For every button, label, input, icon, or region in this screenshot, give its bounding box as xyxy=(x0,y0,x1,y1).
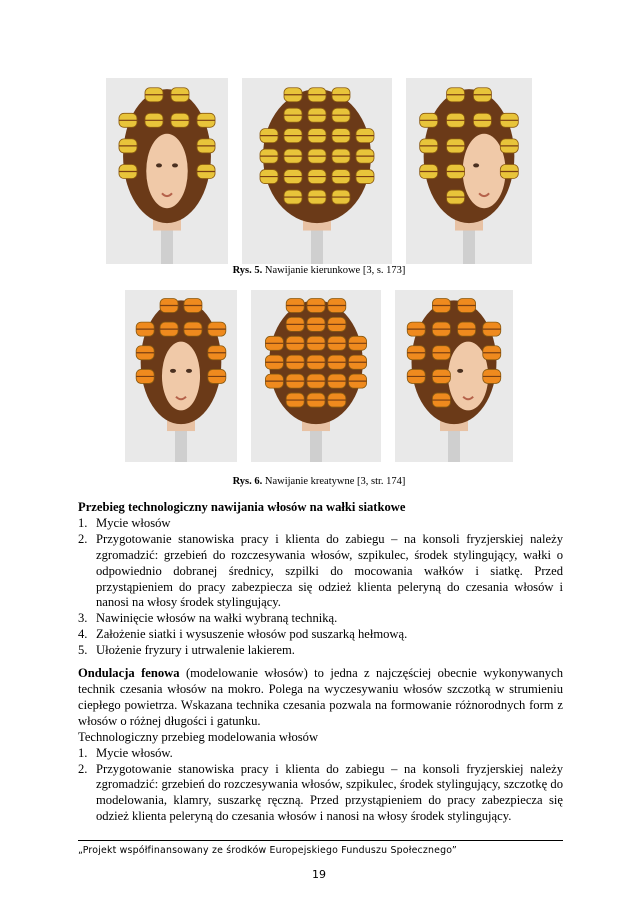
list-item xyxy=(78,532,563,612)
list-item xyxy=(78,516,563,532)
mannequin-head-image xyxy=(106,78,228,264)
mannequin-head-image xyxy=(242,78,392,264)
term: Ondulacja fenowa xyxy=(78,666,180,681)
paragraph-text: (modelowanie włosów) to jedna z najczęściej obecnie wykonywanych technik czesania włosów na mokro. Polega na wyczesywaniu włosów szczotką w strumieniu ciepłego powietrza. Wskazana technika czesania pozwala na formowanie różnorodnych form z włosów o różnej długości i gatunku. xyxy=(78,666,563,728)
list-text: Mycie włosów. xyxy=(96,745,173,760)
mannequin-head-image xyxy=(251,290,381,462)
list-item xyxy=(78,627,563,643)
list-text: Ułożenie fryzury i utrwalenie lakierem. xyxy=(96,643,295,658)
list-item xyxy=(78,746,563,762)
list-number: 2. xyxy=(78,531,88,546)
list-number: 4. xyxy=(78,627,88,642)
caption-label: Rys. 6. xyxy=(232,476,263,487)
figure-caption-1 xyxy=(0,265,638,276)
list-number: 5. xyxy=(78,643,88,658)
caption-text: Nawijanie kreatywne [3, str. 174] xyxy=(264,476,406,487)
section-roller-setting xyxy=(78,500,563,825)
list-text: Mycie włosów xyxy=(96,515,171,530)
list-number: 1. xyxy=(78,745,88,760)
mannequin-head-image xyxy=(125,290,237,462)
photo-head-front-orange xyxy=(125,290,237,462)
list-number: 3. xyxy=(78,611,88,626)
list-text: Przygotowanie stanowiska pracy i klienta do zabiegu – na konsoli fryzjerskiej należy zgromadzić: grzebień do rozczesywania włosów, szpikulec, środek stylingujący, wałki o odpowiednio dobranej średnicy, szpilki do mocowania wałków i siatkę. Przed przystąpieniem do pracy zabezpiecza się odzież klienta peleryną do czesania włosów i nanosi na włosy środek stylingujący. xyxy=(96,531,563,610)
blow-dry-paragraph xyxy=(78,666,563,730)
photo-head-back-yellow xyxy=(242,78,392,264)
figure-row-2 xyxy=(0,290,638,462)
subheading: Technologiczny przebieg modelowania włosów xyxy=(78,729,319,744)
photo-head-back-orange xyxy=(251,290,381,462)
mannequin-head-image xyxy=(395,290,513,462)
section-heading: Przebieg technologiczny nawijania włosów na wałki siatkowe xyxy=(78,500,406,514)
figure-caption-2 xyxy=(0,476,638,487)
list-text: Nawinięcie włosów na wałki wybraną techniką. xyxy=(96,611,338,626)
mannequin-head-image xyxy=(406,78,532,264)
caption-text: Nawijanie kierunkowe [3, s. 173] xyxy=(264,265,406,276)
list-item xyxy=(78,643,563,659)
list-text: Przygotowanie stanowiska pracy i klienta do zabiegu – na konsoli fryzjerskiej należy zgromadzić: grzebień do rozczesywania włosów, szpikulec, środek stylingujący, szczotkę do modelowania, klamry, suszarkę ręczną. Przed przystąpieniem do pracy zabezpiecza się odzież klienta peleryną do czesania włosów i nanosi na włosy środek stylingujący. xyxy=(96,761,563,824)
modelling-procedure-list xyxy=(78,746,563,826)
procedure-list xyxy=(78,516,563,659)
photo-head-front-yellow xyxy=(106,78,228,264)
caption-label: Rys. 5. xyxy=(232,265,263,276)
list-item xyxy=(78,611,563,627)
footer-divider xyxy=(78,840,563,841)
list-number: 1. xyxy=(78,515,88,530)
page-number: 19 xyxy=(312,868,326,881)
photo-head-side-orange xyxy=(395,290,513,462)
footer-funding-note: „Projekt współfinansowany ze środków Europejskiego Funduszu Społecznego” xyxy=(78,845,457,856)
figure-row-1 xyxy=(0,78,638,264)
list-text: Założenie siatki i wysuszenie włosów pod suszarką hełmową. xyxy=(96,627,408,642)
list-number: 2. xyxy=(78,761,88,776)
list-item xyxy=(78,762,563,826)
photo-head-side-yellow xyxy=(406,78,532,264)
